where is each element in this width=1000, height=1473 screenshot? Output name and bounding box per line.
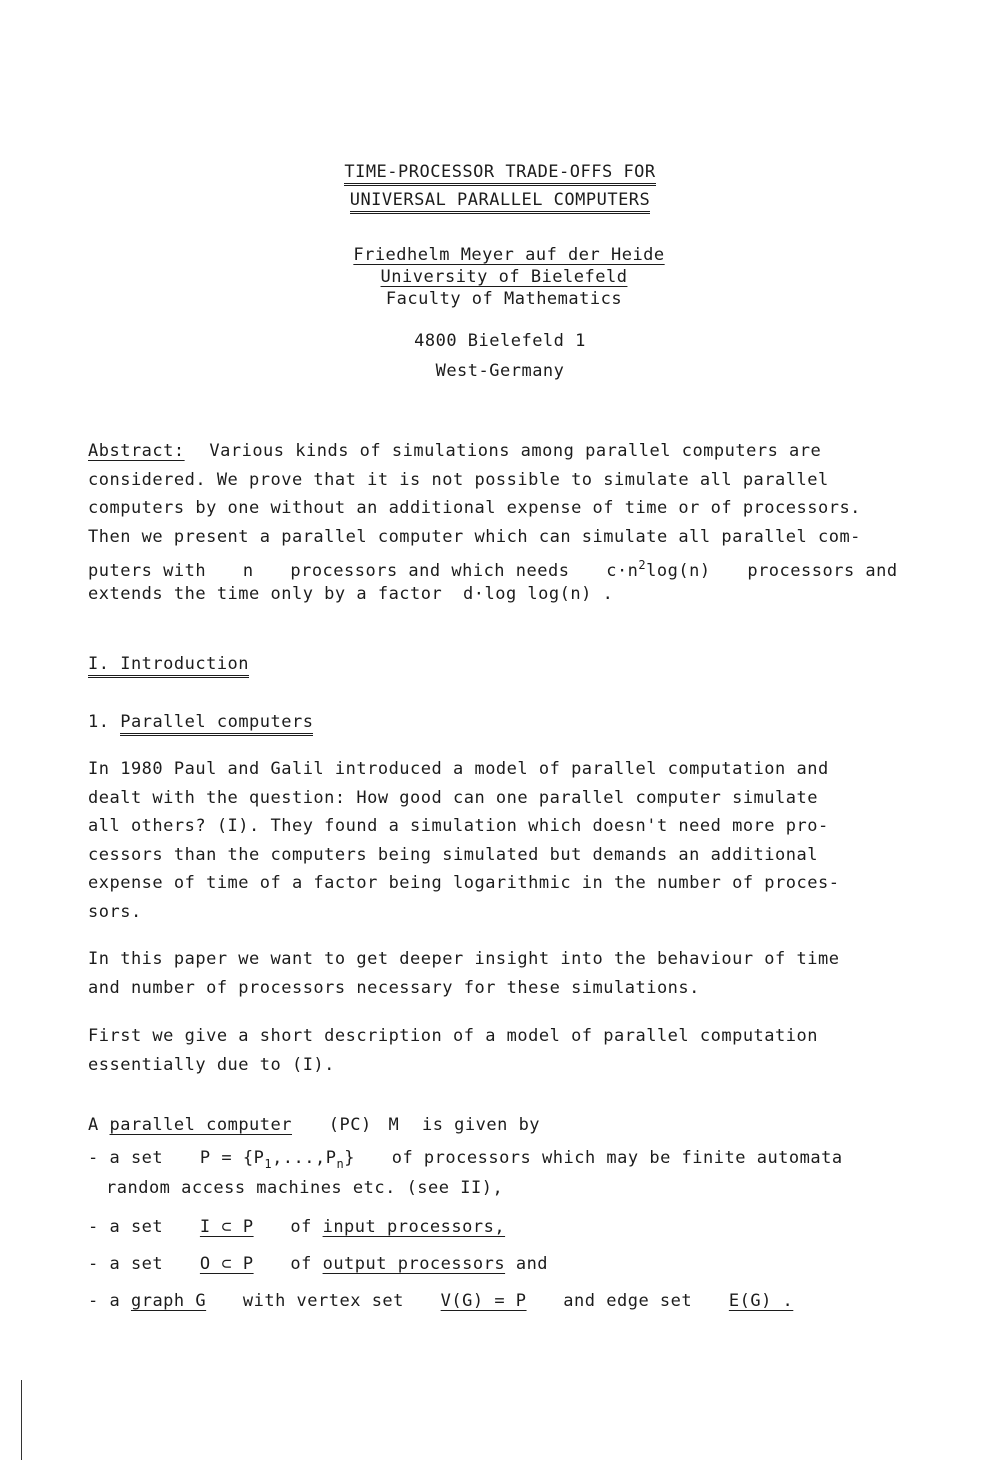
para2-line-2: and number of processors necessary for these simulations. — [88, 977, 700, 998]
item1-text: of processors which may be finite automata — [391, 1148, 843, 1168]
abstract-formula-c: c·n — [606, 561, 639, 581]
definition-intro-a: A — [88, 1115, 99, 1135]
para3-line-2: essentially due to (I). — [88, 1054, 335, 1075]
title-line-2: UNIVERSAL PARALLEL COMPUTERS — [350, 190, 651, 214]
item1-sub-n: n — [336, 1157, 345, 1171]
subsection-title: Parallel computers — [120, 712, 313, 736]
abstract — [88, 437, 908, 608]
para1-line-5: expense of time of a factor being logarithmic in the number of proces- — [88, 873, 840, 893]
definition-abbr: (PC) — [328, 1115, 372, 1135]
item1-prefix: - a set — [88, 1148, 164, 1168]
definition-item-1 — [88, 1143, 908, 1173]
item2-set: I ⊂ P — [199, 1217, 254, 1237]
item1-line-2: random access machines etc. (see II), — [106, 1178, 504, 1198]
definition-term: parallel computer — [109, 1115, 292, 1135]
author-faculty: Faculty of Mathematics — [385, 289, 623, 309]
item2-of: of — [290, 1217, 312, 1237]
author-city: 4800 Bielefeld 1 — [414, 331, 586, 351]
definition-intro-b: is given by — [421, 1115, 541, 1135]
para1-line-3: all others? (I). They found a simulation which doesn't need more pro- — [88, 816, 829, 836]
definition-item-4 — [88, 1283, 908, 1320]
para3-line-1: First we give a short description of a model of parallel computation — [88, 1026, 818, 1046]
subsection-number: 1. — [88, 712, 110, 732]
para1-line-4: cessors than the computers being simulated but demands an additional — [88, 844, 818, 865]
abstract-line-5-a: puters with — [88, 561, 207, 581]
abstract-n: n — [242, 561, 254, 581]
paper-title — [0, 158, 1000, 214]
item4-prefix: - a — [88, 1291, 121, 1311]
subsection-heading — [88, 708, 908, 737]
abstract-line-1: Various kinds of simulations among parallel computers are — [209, 441, 822, 461]
definition-item-3 — [88, 1246, 908, 1283]
section-title: I. Introduction — [88, 654, 249, 678]
definition-list — [88, 1107, 908, 1320]
para1-line-6: sors. — [88, 901, 142, 922]
abstract-line-2: considered. We prove that it is not possible to simulate all parallel — [88, 469, 829, 490]
title-line-1: TIME-PROCESSOR TRADE-OFFS FOR — [344, 162, 655, 186]
item4-vertex-set: V(G) = P — [440, 1291, 527, 1311]
item1-set: P = {P — [199, 1148, 265, 1168]
item4-edge-set: E(G) . — [728, 1291, 794, 1311]
abstract-line-5-e: processors and — [747, 561, 898, 581]
abstract-label: Abstract: — [88, 441, 185, 461]
abstract-line-3: computers by one without an additional expense of time or of processors. — [88, 498, 861, 518]
item3-set: O ⊂ P — [199, 1254, 254, 1274]
author-affiliation: University of Bielefeld — [380, 267, 628, 287]
abstract-line-5-b: processors and which needs — [290, 561, 570, 581]
definition-m: M — [388, 1115, 400, 1135]
paragraph-2 — [88, 945, 908, 1002]
abstract-line-6-b: d·log log(n) . — [463, 583, 614, 604]
item4-edge-text: and edge set — [563, 1291, 693, 1311]
author-block — [0, 244, 1000, 386]
abstract-formula-sup: 2 — [638, 558, 647, 572]
scan-margin-mark — [21, 1380, 22, 1460]
abstract-line-4: Then we present a parallel computer which can simulate all parallel com- — [88, 526, 861, 547]
item2-prefix: - a set — [88, 1217, 164, 1237]
abstract-formula-log: log(n) — [646, 561, 711, 581]
para1-line-2: dealt with the question: How good can one parallel computer simulate — [88, 787, 818, 808]
item4-term: graph G — [130, 1291, 207, 1311]
para1-line-1: In 1980 Paul and Galil introduced a model of parallel computation and — [88, 759, 829, 779]
item1-set-mid: ,...,P — [272, 1148, 337, 1168]
item2-term: input processors, — [322, 1217, 506, 1237]
para2-line-1: In this paper we want to get deeper insight into the behaviour of time — [88, 949, 840, 969]
paragraph-3 — [88, 1022, 908, 1079]
item1-sub-1: 1 — [264, 1157, 273, 1171]
section-heading — [88, 650, 908, 679]
item3-prefix: - a set — [88, 1254, 164, 1274]
author-country: West-Germany — [435, 361, 565, 381]
author-name: Friedhelm Meyer auf der Heide — [353, 245, 665, 265]
item3-and: and — [515, 1254, 549, 1274]
item4-text: with vertex set — [242, 1291, 404, 1311]
item3-of: of — [290, 1254, 312, 1274]
abstract-line-6-a: extends the time only by a factor — [88, 583, 443, 604]
item1-set-close: } — [344, 1148, 355, 1168]
item3-term: output processors — [322, 1254, 506, 1274]
definition-item-2 — [88, 1209, 908, 1246]
paragraph-1 — [88, 755, 908, 926]
